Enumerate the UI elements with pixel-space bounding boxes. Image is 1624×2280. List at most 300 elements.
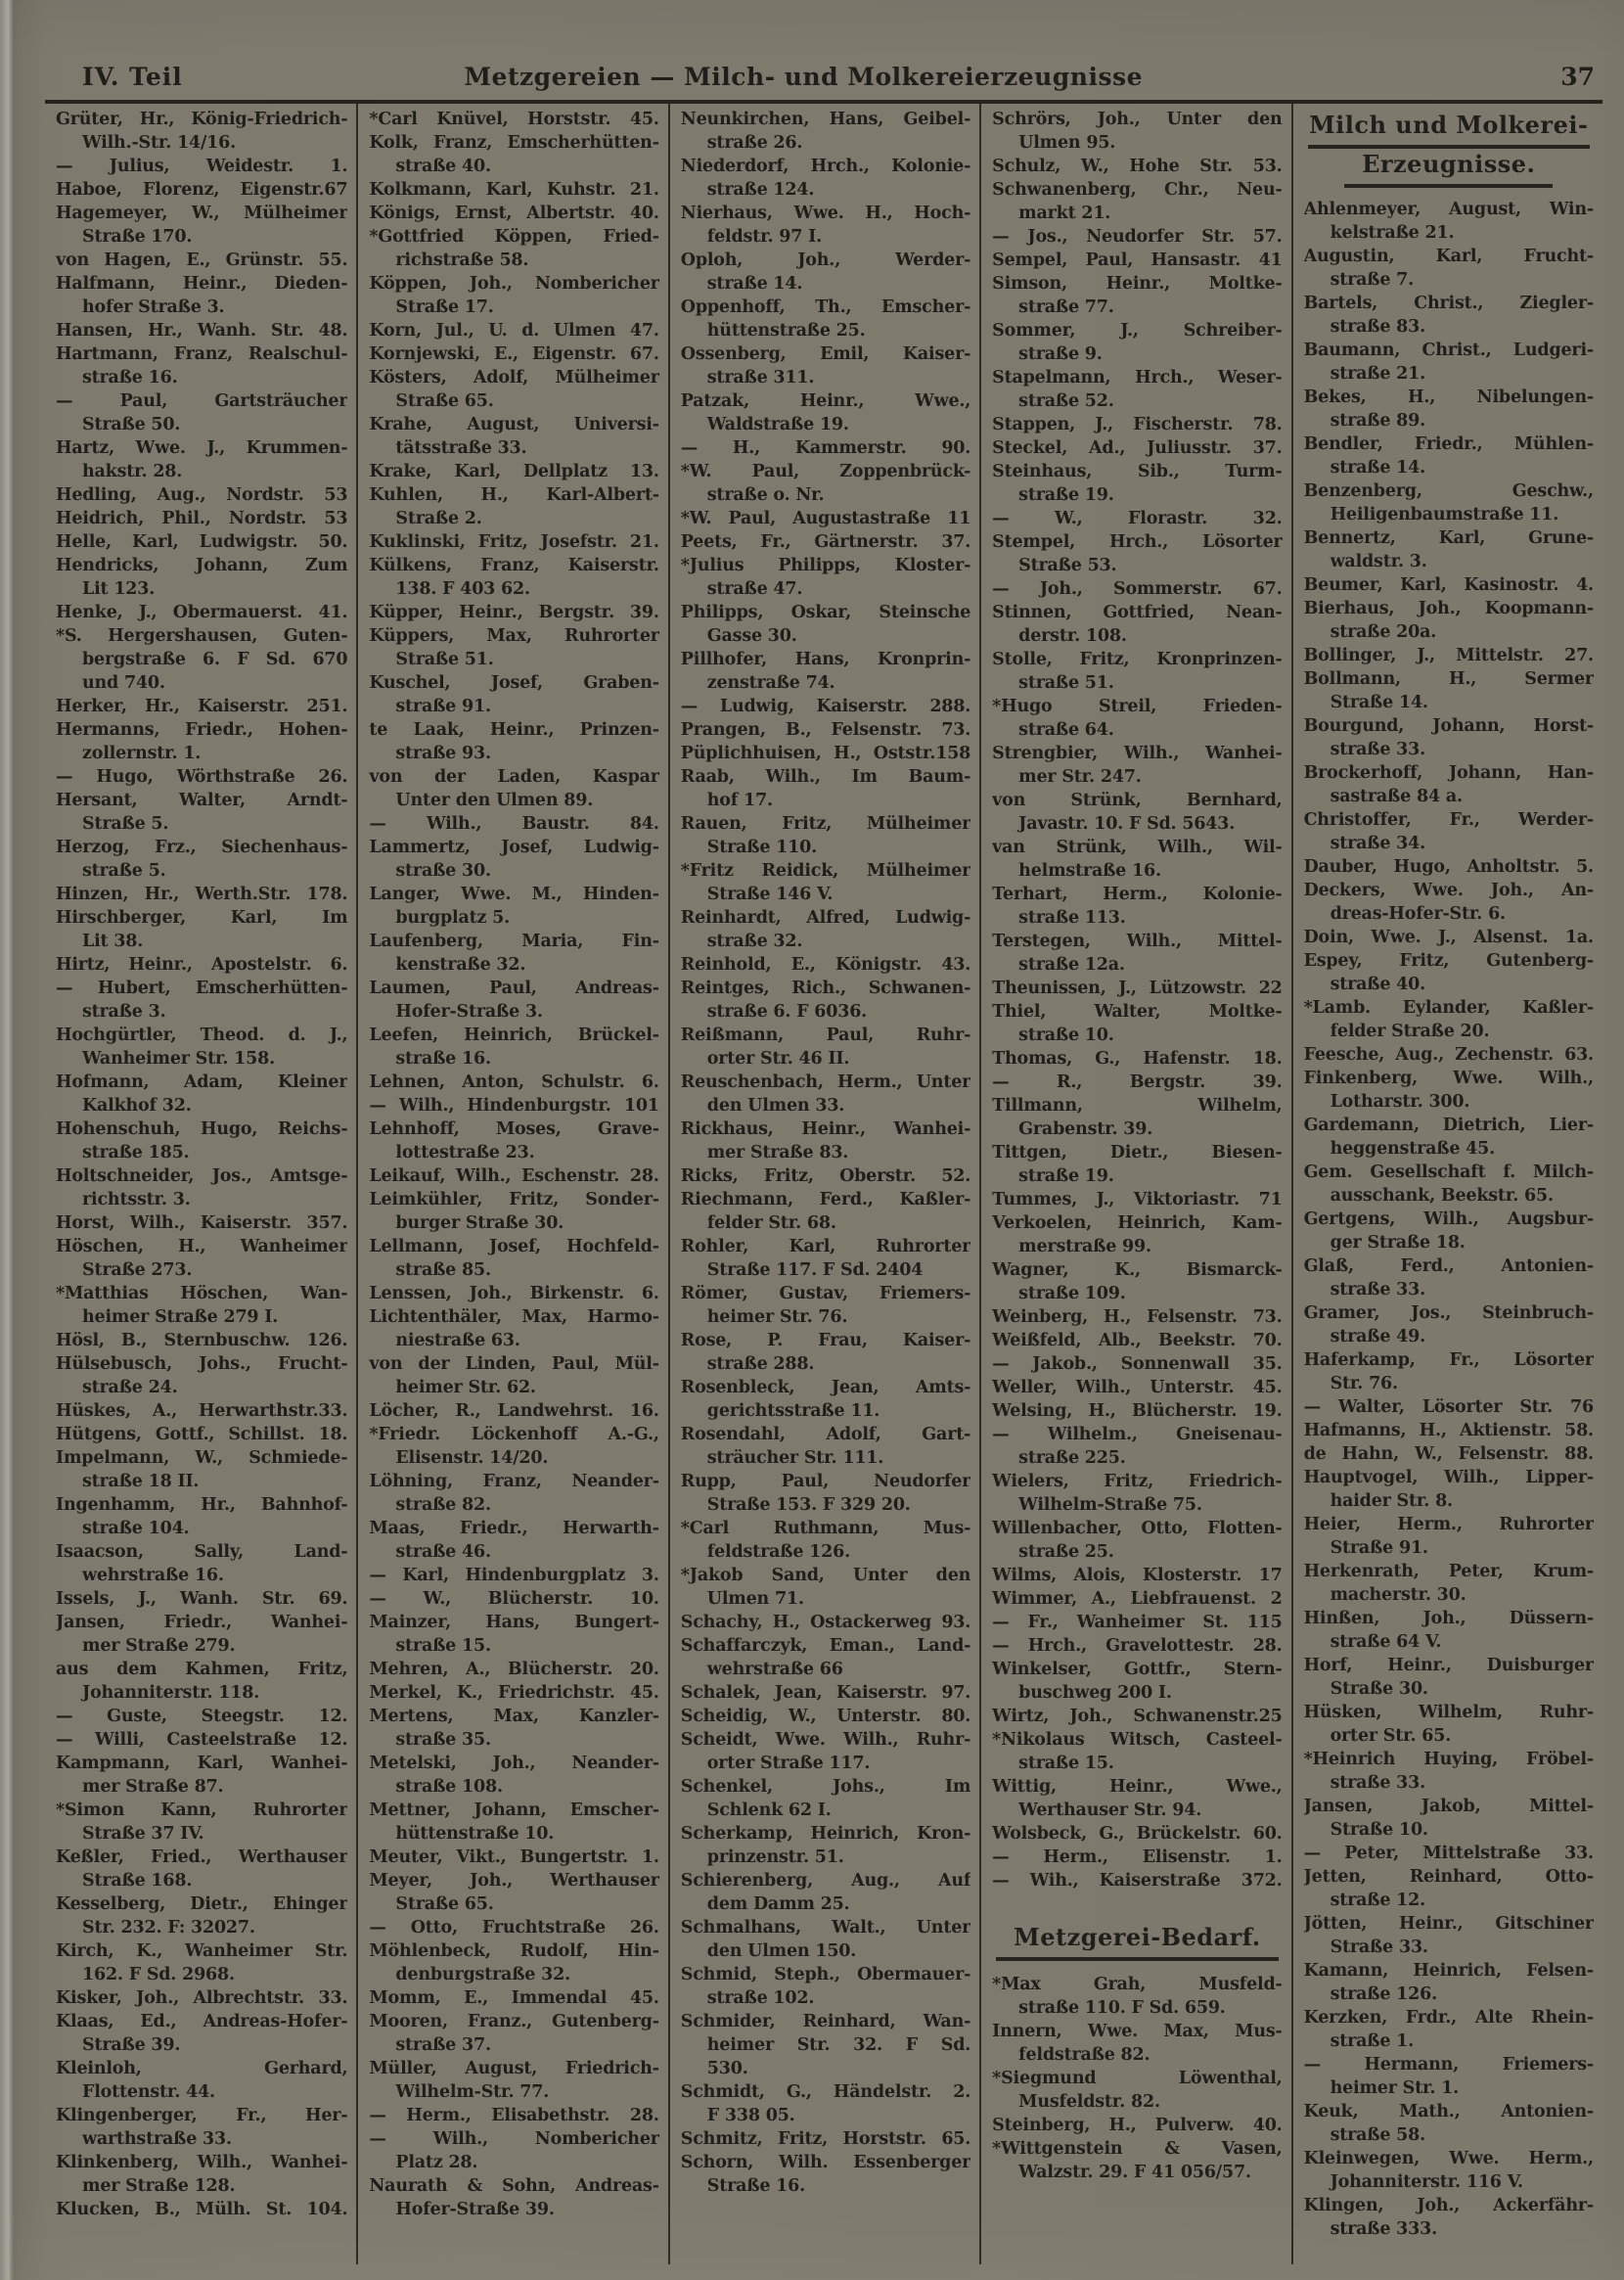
directory-entry-line: straße 34. [1330,834,1426,853]
directory-entry-line: Stinnen, Gottfried, Nean- [992,603,1283,622]
directory-entry-line: Straße 153. F 329 20. [706,1495,911,1515]
directory-entry-line: heimer Str. 32. F Sd. [706,2035,971,2055]
directory-entry-line: Keßler, Fried., Werthauser [56,1847,348,1867]
directory-entry-line: Klingen, Joh., Ackerfähr- [1303,2196,1594,2215]
directory-entry-line: zenstraße 74. [706,673,835,693]
directory-entry-line: Reinhold, E., Königstr. 43. [680,955,971,975]
directory-entry-line: burger Straße 30. [395,1213,564,1233]
directory-entry-line: Reißmann, Paul, Ruhr- [680,1026,971,1045]
directory-entry-line: Terstegen, Wilh., Mittel- [992,932,1283,951]
directory-entry-line: Gramer, Jos., Steinbruch- [1303,1303,1594,1323]
directory-entry-line: hofer Straße 3. [82,297,225,317]
directory-entry-line: Straße 30. [1330,1679,1428,1699]
directory-entry-line: straße 46. [395,1542,491,1562]
directory-entry-line: Hartz, Wwe. J., Krummen- [56,438,348,458]
directory-entry-line: Rosendahl, Adolf, Gart- [680,1425,971,1444]
directory-entry-line: — Fr., Wanheimer St. 115 [992,1613,1283,1632]
directory-entry-line: Mettner, Johann, Emscher- [369,1801,659,1820]
directory-entry-line: straße 12. [1330,1891,1426,1910]
directory-entry-line: Straße 33. [1330,1938,1428,1957]
directory-entry-line: *Matthias Höschen, Wan- [56,1284,348,1303]
directory-entry-line: Bartels, Christ., Ziegler- [1303,294,1594,313]
directory-entry-line: — Wih., Kaiserstraße 372. [992,1871,1283,1891]
directory-entry-line: — Julius, Weidestr. 1. [56,157,348,176]
directory-entry-line: Halfmann, Heinr., Dieden- [56,274,348,294]
directory-entry-line: — Otto, Fruchtstraße 26. [369,1918,659,1938]
directory-entry-line: — Karl, Hindenburgplatz 3. [369,1566,659,1585]
directory-entry-line: feldstr. 97 I. [706,227,822,247]
directory-entry-line: Christoffer, Fr., Werder- [1303,810,1594,830]
directory-entry-line: Heidrich, Phil., Nordstr. 53 [56,509,348,528]
directory-entry-line: Lellmann, Josef, Hochfeld- [369,1237,659,1256]
directory-entry-line: Straße 53. [1018,556,1117,575]
directory-entry-line: straße 126. [1330,1984,1438,2004]
part-label: IV. Teil [82,63,183,91]
directory-entry-line: Leikauf, Wilh., Eschenstr. 28. [369,1166,659,1186]
directory-entry-line: Hersant, Walter, Arndt- [56,791,348,810]
directory-entry-line: Scherkamp, Heinrich, Kron- [680,1824,971,1844]
directory-entry-line: und 740. [82,673,165,693]
directory-entry-line: straße 7. [1330,270,1415,290]
directory-entry-line: Benzenberg, Geschw., [1303,481,1594,501]
directory-entry-line: Straße 51. [395,650,494,669]
directory-entry-line: *Jakob Sand, Unter den [680,1566,971,1585]
directory-columns [45,104,1602,2264]
directory-entry-line: Hauptvogel, Wilh., Lipper- [1303,1468,1594,1487]
directory-entry-line: von der Laden, Kaspar [369,767,659,787]
directory-entry-line: Steinberg, H., Pulverw. 40. [992,2116,1283,2135]
directory-entry-line: von Hagen, E., Grünstr. 55. [56,251,348,270]
directory-entry-line: Tummes, J., Viktoriastr. 71 [992,1190,1283,1209]
directory-entry-line: — Hermann, Friemers- [1303,2055,1594,2075]
directory-entry-line: *Wittgenstein & Vasen, [992,2139,1283,2159]
directory-entry-line: Prangen, B., Felsenstr. 73. [680,720,971,740]
directory-entry-line: Hofer-Straße 39. [395,2200,555,2219]
directory-entry-line: Weinberg, H., Felsenstr. 73. [992,1307,1283,1327]
directory-entry-line: Kampmann, Karl, Wanhei- [56,1754,348,1773]
directory-entry-line: Johanniterstr. 118. [82,1683,260,1703]
directory-entry-line: Gem. Gesellschaft f. Milch- [1303,1163,1594,1182]
directory-entry-line: straße 33. [1330,740,1426,759]
directory-entry-line: Terhart, Herm., Kolonie- [992,885,1283,904]
directory-entry-line: Patzak, Heinr., Wwe., [680,391,971,411]
directory-entry-line: Lehnen, Anton, Schulstr. 6. [369,1072,659,1092]
directory-entry-line: straße 77. [1018,297,1114,317]
directory-entry-line: macherstr. 30. [1330,1585,1466,1605]
directory-entry-line: prinzenstr. 51. [706,1847,844,1867]
directory-entry-line: straße 5. [82,861,166,881]
directory-entry-line: Rosenbleck, Jean, Amts- [680,1378,971,1397]
directory-entry-line: den Ulmen 150. [706,1941,857,1961]
directory-entry-line: Grabenstr. 39. [1018,1119,1153,1139]
directory-entry-line: — Hrch., Gravelottestr. 28. [992,1636,1283,1656]
directory-entry-line: Stempel, Hrch., Lösorter [992,532,1283,552]
directory-entry-line: *Nikolaus Witsch, Casteel- [992,1730,1283,1750]
directory-entry-line: von Strünk, Bernhard, [992,791,1283,810]
page-header [45,59,1602,104]
page-gutter-shadow [0,0,14,2280]
directory-entry-line: Krahe, August, Universi- [369,415,659,434]
directory-entry-line: Walzstr. 29. F 41 056/57. [1018,2163,1251,2182]
directory-entry-line: straße 311. [706,368,815,388]
directory-entry-line: Herzog, Frz., Siechenhaus- [56,838,348,857]
directory-entry-line: Grüter, Hr., König-Friedrich- [56,110,348,129]
directory-entry-line: Straße 273. [82,1260,193,1280]
directory-entry-line: orter Str. 46 II. [706,1049,850,1069]
directory-entry-line: Meuter, Vikt., Bungertstr. 1. [369,1847,659,1867]
directory-entry-line: straße 18 II. [82,1472,200,1491]
directory-entry-line: straße 19. [1018,1166,1114,1186]
directory-entry-line: Hafmanns, H., Aktienstr. 58. [1303,1421,1594,1440]
directory-entry-line: Wolsbeck, G., Brückelstr. 60. [992,1824,1283,1844]
directory-entry-line: niestraße 63. [395,1331,520,1350]
directory-entry-line: Lit 123. [82,579,156,599]
directory-entry-line: straße 9. [1018,344,1103,364]
directory-entry-line: Küpper, Heinr., Bergstr. 39. [369,603,659,622]
directory-entry-line: Haferkamp, Fr., Lösorter [1303,1350,1594,1370]
directory-entry-line: Dauber, Hugo, Anholtstr. 5. [1303,857,1594,877]
directory-entry-line: straße 82. [395,1495,491,1515]
directory-entry-line: straße 20a. [1330,622,1437,642]
directory-entry-line: — Jakob., Sonnenwall 35. [992,1354,1283,1374]
directory-entry-line: Impelmann, W., Schmiede- [56,1448,348,1468]
directory-entry-line: heimer Str. 1. [1330,2078,1460,2098]
directory-entry-line: Baumann, Christ., Ludgeri- [1303,341,1594,360]
directory-entry-line: — H., Kammerstr. 90. [680,438,971,458]
directory-entry-line: Pillhofer, Hans, Kronprin- [680,650,971,669]
directory-entry-line: Brockerhoff, Johann, Han- [1303,763,1594,783]
directory-entry-line: sastraße 84 a. [1330,787,1463,806]
directory-entry-line: Simson, Heinr., Moltke- [992,274,1283,294]
directory-entry-line: Hedling, Aug., Nordstr. 53 [56,485,348,505]
directory-entry-line: straße 93. [395,744,491,763]
directory-entry-line: Musfeldstr. 82. [1018,2092,1160,2112]
directory-entry-line: Glaß, Ferd., Antonien- [1303,1256,1594,1276]
directory-entry-line: Straße 10. [1330,1820,1428,1840]
directory-entry-line: Werthauser Str. 94. [1018,1801,1202,1820]
directory-entry-line: *Simon Kann, Ruhrorter [56,1801,348,1820]
directory-entry-line: felder Straße 20. [1330,1022,1490,1041]
directory-entry-line: heggenstraße 45. [1330,1139,1496,1159]
directory-entry-line: Kornjewski, E., Eigenstr. 67. [369,344,659,364]
directory-entry-line: Bourgund, Johann, Horst- [1303,716,1594,736]
directory-entry-line: Oppenhoff, Th., Emscher- [680,297,971,317]
directory-entry-line: Mooren, Franz., Gutenberg- [369,2012,659,2031]
directory-entry-line: *W. Paul, Augustastraße 11 [680,509,971,528]
directory-entry-line: Straße 16. [706,2176,806,2196]
directory-entry-line: Maas, Friedr., Herwarth- [369,1519,659,1538]
directory-entry-line: Raab, Wilh., Im Baum- [680,767,971,787]
directory-entry-line: Peets, Fr., Gärtnerstr. 37. [680,532,971,552]
directory-entry-line: Höschen, H., Wanheimer [56,1237,348,1256]
section-heading: Erzeugnisse. [1344,149,1553,188]
directory-entry-line: straße o. Nr. [706,485,825,505]
directory-entry-line: dem Damm 25. [706,1894,850,1914]
directory-entry-line: — Hubert, Emscherhütten- [56,979,348,998]
directory-entry-line: Ulmen 71. [706,1589,804,1609]
directory-entry-line: Schaffarczyk, Eman., Land- [680,1636,971,1656]
directory-entry-line: orter Str. 65. [1330,1726,1452,1746]
directory-entry-line: Lammertz, Josef, Ludwig- [369,838,659,857]
directory-entry-line: Straße 91. [1330,1538,1428,1558]
directory-entry-line: Kalkhof 32. [82,1096,192,1116]
directory-entry-line: straße 3. [82,1002,166,1022]
directory-entry-line: derstr. 108. [1018,626,1127,646]
directory-entry-line: Müller, August, Friedrich- [369,2059,659,2078]
directory-entry-line: Straße 2. [395,509,482,528]
directory-entry-line: van Strünk, Wilh., Wil- [992,838,1283,857]
directory-entry-line: Finkenberg, Wwe. Wilh., [1303,1069,1594,1088]
directory-entry-line: Str. 76. [1330,1374,1398,1393]
directory-entry-line: Hinßen, Joh., Düssern- [1303,1609,1594,1628]
directory-entry-line: straße 40. [1330,975,1426,994]
directory-entry-line: mer Straße 128. [82,2176,236,2196]
directory-entry-line: Hansen, Hr., Wanh. Str. 48. [56,321,348,341]
directory-entry-line: Horst, Wilh., Kaiserstr. 357. [56,1213,348,1233]
directory-entry-line: Weller, Wilh., Unterstr. 45. [992,1378,1283,1397]
directory-entry-line: Jansen, Jakob, Mittel- [1303,1797,1594,1816]
directory-entry-line: aus dem Kahmen, Fritz, [56,1660,348,1679]
directory-entry-line: Bendler, Friedr., Mühlen- [1303,434,1594,454]
directory-entry-line: Römer, Gustav, Friemers- [680,1284,971,1303]
directory-entry-line: Str. 232. F: 32027. [82,1918,255,1938]
directory-entry-line: *Carl Ruthmann, Mus- [680,1519,971,1538]
directory-entry-line: orter Straße 117. [706,1754,871,1773]
directory-entry-line: Oploh, Joh., Werder- [680,251,971,270]
directory-entry-line: Steckel, Ad., Juliusstr. 37. [992,438,1283,458]
directory-entry-line: Weißfeld, Alb., Beekstr. 70. [992,1331,1283,1350]
directory-entry-line: straße 185. [82,1143,190,1163]
directory-entry-line: Schrörs, Joh., Unter den [992,110,1283,129]
directory-entry-line: Waldstraße 19. [706,415,849,434]
directory-entry-line: straße 24. [82,1378,178,1397]
directory-entry-line: Innern, Wwe. Max, Mus- [992,2022,1283,2041]
directory-entry-line: Hohenschuh, Hugo, Reichs- [56,1119,348,1139]
directory-entry-line: Löhning, Franz, Neander- [369,1472,659,1491]
directory-entry-line: Helle, Karl, Ludwigstr. 50. [56,532,348,552]
directory-entry-line: Kuschel, Josef, Graben- [369,673,659,693]
directory-column-4 [979,104,1290,2264]
directory-entry-line: 530. [706,2059,748,2078]
directory-entry-line: Rohler, Karl, Ruhrorter [680,1237,971,1256]
directory-entry-line: — Wilh., Hindenburgstr. 101 [369,1096,659,1116]
directory-entry-line: *Max Grah, Musfeld- [992,1975,1283,1994]
directory-entry-line: Straße 17. [395,297,494,317]
directory-entry-line: — Herm., Elisabethstr. 28. [369,2106,659,2125]
directory-entry-line: Deckers, Wwe. Joh., An- [1303,881,1594,900]
directory-entry-line: Leefen, Heinrich, Brückel- [369,1026,659,1045]
directory-entry-line: Straße 65. [395,1894,494,1914]
directory-entry-line: Küppers, Max, Ruhrorter [369,626,659,646]
directory-entry-line: mer Str. 247. [1018,767,1142,787]
directory-entry-line: Ricks, Fritz, Oberstr. 52. [680,1166,971,1186]
directory-entry-line: *S. Hergershausen, Guten- [56,626,348,646]
directory-entry-line: straße 25. [1018,1542,1114,1562]
directory-entry-line: straße 47. [706,579,803,599]
directory-column-1 [45,104,356,2264]
directory-entry-line: Heiligenbaumstraße 11. [1330,505,1559,524]
directory-entry-line: Espey, Fritz, Gutenberg- [1303,951,1594,971]
directory-entry-line: Kleinloh, Gerhard, [56,2059,348,2078]
directory-entry-line: hüttenstraße 25. [706,321,866,341]
directory-entry-line: — W., Florastr. 32. [992,509,1283,528]
directory-entry-line: den Ulmen 33. [706,1096,845,1116]
directory-entry-line: Straße 110. [706,838,818,857]
directory-entry-line: Naurath & Sohn, Andreas- [369,2176,659,2196]
directory-entry-line: waldstr. 3. [1330,552,1427,571]
directory-entry-line: Schachy, H., Ostackerweg 93. [680,1613,971,1632]
directory-entry-line: Holtschneider, Jos., Amtsge- [56,1166,348,1186]
directory-entry-line: Keuk, Math., Antonien- [1303,2102,1594,2121]
directory-entry-line: te Laak, Heinr., Prinzen- [369,720,659,740]
directory-entry-line: *Hugo Streil, Frieden- [992,697,1283,716]
directory-entry-line: Ulmen 95. [1018,133,1116,153]
directory-entry-line: Lit 38. [82,932,144,951]
directory-entry-line: mer Straße 87. [82,1777,224,1797]
directory-entry-line: Platz 28. [395,2153,478,2172]
directory-entry-line: Sempel, Paul, Hansastr. 41 [992,251,1283,270]
directory-entry-line: Unter den Ulmen 89. [395,791,594,810]
directory-entry-line: straße 1. [1330,2031,1415,2051]
directory-entry-line: *Gottfried Köppen, Fried- [369,227,659,247]
directory-entry-line: lottestraße 23. [395,1143,535,1163]
directory-entry-line: Henke, J., Obermauerst. 41. [56,603,348,622]
directory-entry-line: Köppen, Joh., Nombericher [369,274,659,294]
directory-entry-line: Kerzken, Frdr., Alte Rhein- [1303,2008,1594,2028]
section-heading: Metzgerei-Bedarf. [996,1922,1278,1961]
directory-entry-line: straße 91. [395,697,491,716]
directory-entry-line: Johanniterstr. 116 V. [1330,2172,1523,2192]
directory-entry-line: Scheidt, Wwe. Wilh., Ruhr- [680,1730,971,1750]
directory-entry-line: Beumer, Karl, Kasinostr. 4. [1303,575,1594,595]
directory-entry-line: straße 52. [1018,391,1114,411]
directory-entry-line: — Peter, Mittelstraße 33. [1303,1844,1594,1863]
directory-entry-line: Wilhelm-Str. 77. [395,2082,550,2102]
directory-entry-line: Wanheimer Str. 158. [82,1049,276,1069]
directory-entry-line: 162. F Sd. 2968. [82,1965,235,1984]
directory-entry-line: Riechmann, Ferd., Kaßler- [680,1190,971,1209]
directory-entry-line: Krake, Karl, Dellplatz 13. [369,462,659,481]
directory-entry-line: straße 113. [1018,908,1126,928]
directory-entry-line: Schmidt, G., Händelstr. 2. [680,2082,971,2102]
directory-entry-line: straße 37. [395,2035,491,2055]
directory-entry-line: Jötten, Heinr., Gitschiner [1303,1914,1594,1934]
directory-entry-line: felder Str. 68. [706,1213,836,1233]
directory-entry-line: denburgstraße 32. [395,1965,570,1984]
directory-entry-line: richtsstr. 3. [82,1190,191,1209]
directory-entry-line: Herker, Hr., Kaiserstr. 251. [56,697,348,716]
directory-entry-line: — Wilh., Baustr. 84. [369,814,659,834]
directory-entry-line: Bollinger, J., Mittelstr. 27. [1303,646,1594,665]
directory-entry-line: Stappen, J., Fischerstr. 78. [992,415,1283,434]
directory-entry-line: straße 49. [1330,1327,1426,1346]
page-number: 37 [1560,63,1595,91]
directory-entry-line: Hirschberger, Karl, Im [56,908,348,928]
directory-entry-line: straße 14. [1330,458,1426,478]
directory-entry-line: hof 17. [706,791,773,810]
directory-entry-line: Löcher, R., Landwehrst. 16. [369,1401,659,1421]
directory-entry-line: merstraße 99. [1018,1237,1151,1256]
directory-entry-line: buschweg 200 I. [1018,1683,1172,1703]
directory-entry-line: straße 40. [395,157,491,176]
directory-entry-line: Bennertz, Karl, Grune- [1303,528,1594,548]
directory-entry-line: Tillmann, Wilhelm, [992,1096,1283,1116]
directory-entry-line: *Friedr. Löckenhoff A.-G., [369,1425,659,1444]
directory-entry-line: Haboe, Florenz, Eigenstr.67 [56,180,348,200]
directory-entry-line: Wittig, Heinr., Wwe., [992,1777,1283,1797]
directory-entry-line: *Carl Knüvel, Horststr. 45. [369,110,659,129]
directory-entry-line: Schmalhans, Walt., Unter [680,1918,971,1938]
directory-entry-line: heimer Str. 76. [706,1307,848,1327]
directory-entry-line: Strengbier, Wilh., Wanhei- [992,744,1283,763]
directory-entry-line: Herkenrath, Peter, Krum- [1303,1562,1594,1581]
directory-entry-line: straße 58. [1330,2125,1426,2145]
directory-entry-line: hakstr. 28. [82,462,183,481]
directory-entry-line: Ahlenmeyer, August, Win- [1303,200,1594,219]
directory-entry-line: — Walter, Lösorter Str. 76 [1303,1397,1594,1417]
directory-entry-line: Wagner, K., Bismarck- [992,1260,1283,1280]
directory-entry-line: Hochgürtler, Theod. d. J., [56,1026,348,1045]
directory-entry-line: Tittgen, Dietr., Biesen- [992,1143,1283,1163]
page-title: Metzgereien — Milch- und Molkereierzeugnisse [464,63,1144,91]
directory-entry-line: Schlenk 62 I. [706,1801,832,1820]
directory-entry-line: Kleinwegen, Wwe. Herm., [1303,2149,1594,2168]
directory-entry-line: straße 109. [1018,1284,1126,1303]
directory-entry-line: Ingenhamm, Hr., Bahnhof- [56,1495,348,1515]
directory-entry-line: Rauen, Fritz, Mülheimer [680,814,971,834]
directory-entry-line: Lenssen, Joh., Birkenstr. 6. [369,1284,659,1303]
directory-entry-line: Hofer-Straße 3. [395,1002,543,1022]
directory-entry-line: Ossenberg, Emil, Kaiser- [680,344,971,364]
directory-entry-line: *Fritz Reidick, Mülheimer [680,861,971,881]
directory-entry-line: Straße 14. [1330,693,1428,712]
directory-entry-line: Augustin, Karl, Frucht- [1303,247,1594,266]
directory-entry-line: straße 51. [1018,673,1114,693]
directory-entry-line: zollernstr. 1. [82,744,202,763]
directory-column-3 [668,104,979,2264]
directory-entry-line: Lotharstr. 300. [1330,1092,1470,1112]
directory-entry-line: Theunissen, J., Lützowstr. 22 [992,979,1283,998]
directory-entry-line: *W. Paul, Zoppenbrück- [680,462,971,481]
directory-entry-line: Wilhelm-Straße 75. [1018,1495,1202,1515]
directory-entry-line: Doin, Wwe. J., Alsenst. 1a. [1303,928,1594,947]
directory-entry-line: Feesche, Aug., Zechenstr. 63. [1303,1045,1594,1065]
directory-entry-line: Wielers, Fritz, Friedrich- [992,1472,1283,1491]
directory-entry-line: — Wilhelm., Gneisenau- [992,1425,1283,1444]
directory-entry-line: *Lamb. Eylander, Kaßler- [1303,998,1594,1018]
directory-entry-line: straße 14. [706,274,803,294]
directory-entry-line: straße 225. [1018,1448,1126,1468]
directory-entry-line: Wimmer, A., Liebfrauenst. 2 [992,1589,1283,1609]
directory-entry-line: Gardemann, Dietrich, Lier- [1303,1116,1594,1135]
directory-entry-line: Kamann, Heinrich, Felsen- [1303,1961,1594,1981]
directory-entry-line: — Willi, Casteelstraße 12. [56,1730,348,1750]
directory-entry-line: Verkoelen, Heinrich, Kam- [992,1213,1283,1233]
directory-entry-line: straße 108. [395,1777,503,1797]
directory-entry-line: — Ludwig, Kaiserstr. 288. [680,697,971,716]
directory-column-5 [1291,104,1602,2264]
directory-entry-line: — Paul, Gartsträucher [56,391,348,411]
directory-entry-line: Jansen, Friedr., Wanhei- [56,1613,348,1632]
directory-entry-line: straße 35. [395,1730,491,1750]
directory-entry-line: Laumen, Paul, Andreas- [369,979,659,998]
directory-entry-line: wehrstraße 66 [706,1660,843,1679]
directory-entry-line: hüttenstraße 10. [395,1824,555,1844]
directory-entry-line: warthstraße 33. [82,2129,232,2149]
directory-entry-line: straße 83. [1330,317,1426,337]
directory-entry-line: straße 32. [706,932,803,951]
directory-entry-line: Sommer, J., Schreiber- [992,321,1283,341]
